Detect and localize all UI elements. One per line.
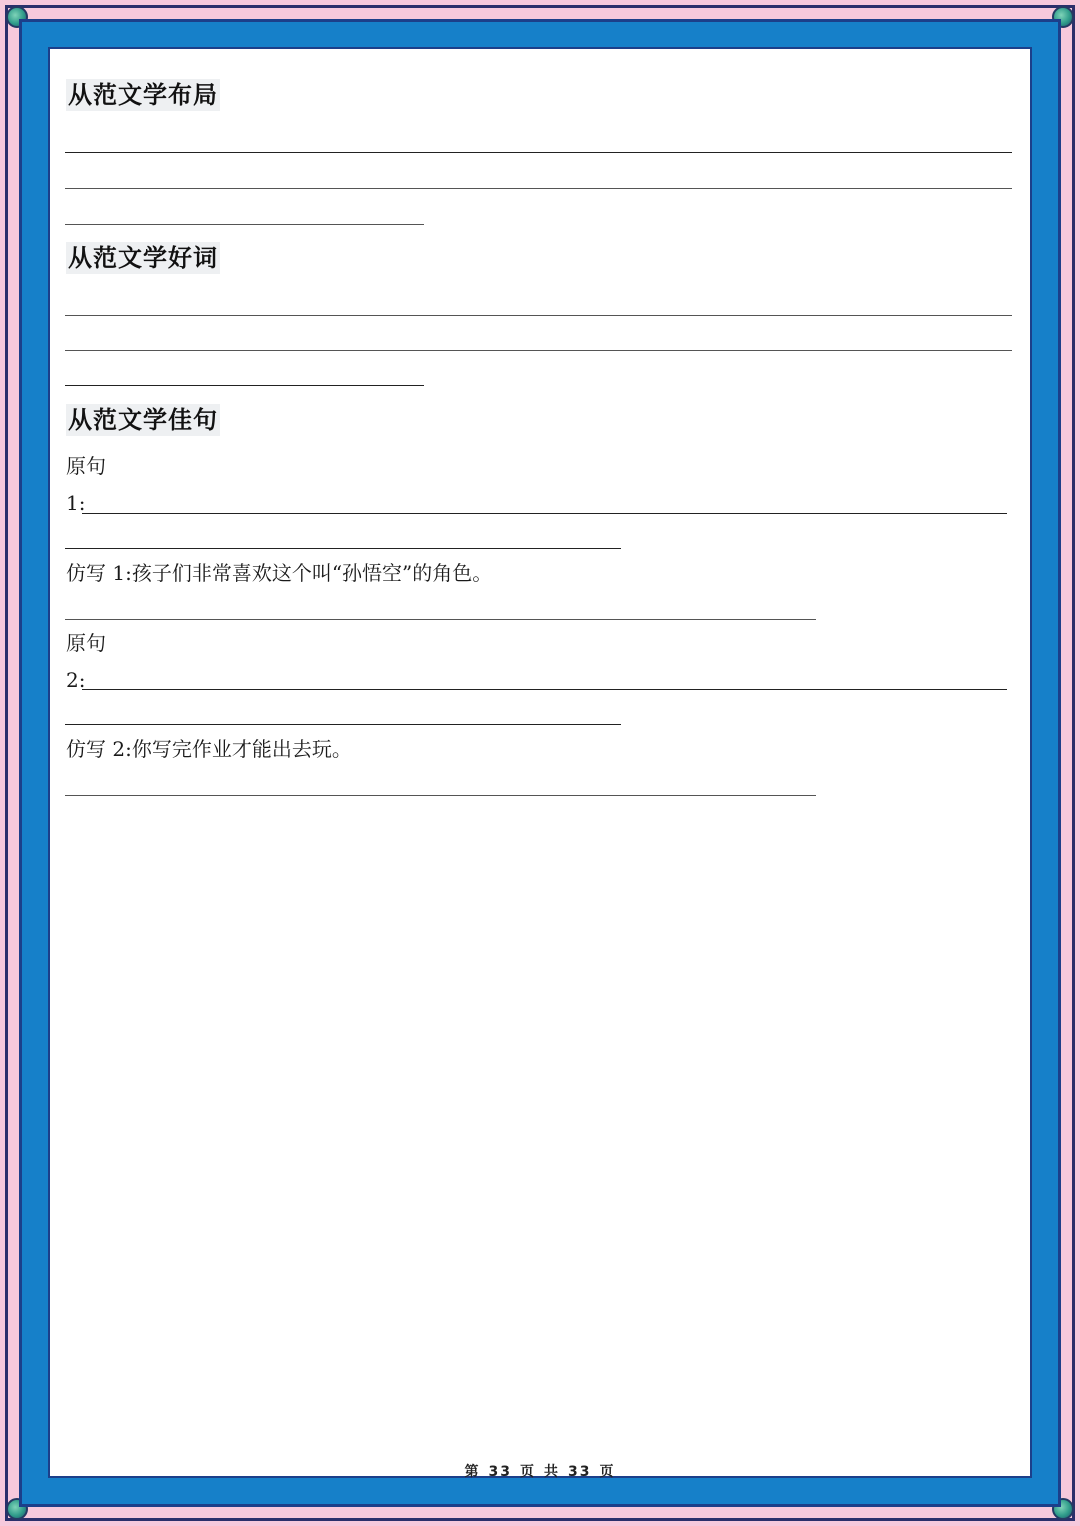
answer-line[interactable] xyxy=(82,513,1007,514)
answer-line[interactable] xyxy=(65,224,424,225)
original-sentence-number: 2: xyxy=(66,668,86,692)
footer-text: 共 xyxy=(544,1464,560,1480)
footer-text: 第 xyxy=(464,1464,481,1480)
total-page-number: 33 xyxy=(568,1464,592,1480)
page-number-footer xyxy=(0,1461,1080,1481)
section-heading-words: 从范文学好词 xyxy=(68,244,218,272)
answer-line[interactable] xyxy=(65,795,816,796)
answer-line[interactable] xyxy=(82,689,1007,690)
section-heading-layout: 从范文学布局 xyxy=(68,81,218,109)
footer-text: 页 xyxy=(520,1464,536,1480)
answer-line[interactable] xyxy=(65,548,621,549)
answer-line[interactable] xyxy=(65,385,424,386)
answer-line[interactable] xyxy=(65,619,816,620)
answer-line[interactable] xyxy=(65,188,1012,189)
answer-line[interactable] xyxy=(65,350,1012,351)
footer-text: 页 xyxy=(599,1464,616,1480)
answer-line[interactable] xyxy=(65,724,621,725)
original-sentence-number: 1: xyxy=(66,491,86,515)
original-sentence-label: 原句 xyxy=(66,454,106,478)
original-sentence-label: 原句 xyxy=(66,631,106,655)
imitation-sentence: 仿写 1:孩子们非常喜欢这个叫“孙悟空”的角色。 xyxy=(66,561,493,585)
section-heading-sentences: 从范文学佳句 xyxy=(68,406,218,434)
current-page-number: 33 xyxy=(488,1464,512,1480)
answer-line[interactable] xyxy=(65,315,1012,316)
answer-line[interactable] xyxy=(65,152,1012,153)
imitation-sentence: 仿写 2:你写完作业才能出去玩。 xyxy=(66,737,352,761)
